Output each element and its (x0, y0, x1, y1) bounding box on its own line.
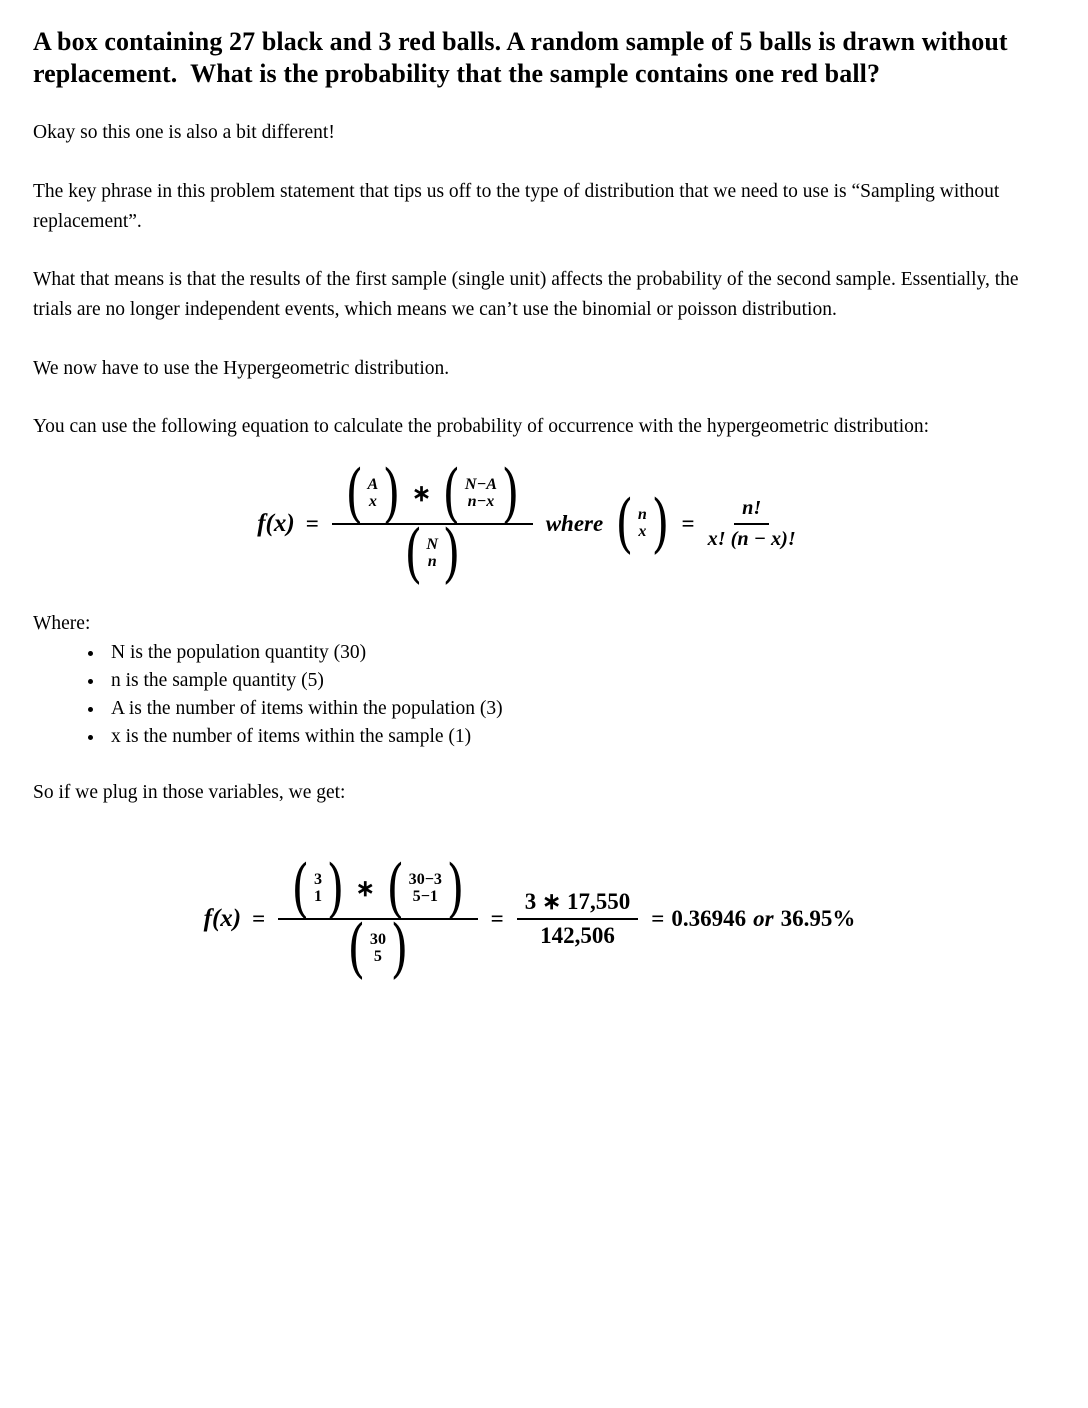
where-item-x: x is the number of items within the sample (1) (111, 725, 472, 747)
binom-N-n-top: N (426, 535, 439, 553)
open-paren-glyph: ( (291, 851, 310, 926)
formula1-main-fraction (332, 455, 533, 590)
binom-NA-nx (439, 455, 522, 530)
binom-A-x-bottom: x (368, 492, 377, 510)
binom-N-n-bottom: n (427, 552, 437, 570)
formula2-denominator (342, 911, 413, 986)
formula1-factorial-fraction (708, 497, 796, 551)
binom-A-x (342, 455, 404, 530)
open-paren-glyph: ( (386, 851, 405, 926)
page-title: A box containing 27 black and 3 red balls. A random sample of 5 balls is drawn without replacement. What is the probability that the sample contains one red ball? (33, 27, 1015, 88)
formula1-equals2: = (681, 510, 695, 536)
formula1-numerator (332, 455, 533, 530)
formula1-factorial-den: x! (n − x)! (707, 527, 796, 550)
formula2-equals2: = (490, 906, 504, 932)
binom-30-3-5-1-bottom: 5−1 (412, 888, 438, 906)
formula2-result-value: 0.36946 (671, 906, 747, 932)
binom-3-1-top: 3 (313, 871, 322, 889)
close-paren-glyph: ) (446, 851, 465, 926)
paragraph-plug-in: So if we plug in those variables, we get: (33, 781, 346, 803)
binom-30-5-bottom: 5 (373, 948, 382, 966)
formula2-numerator (278, 851, 477, 926)
formula1-where-word: where (545, 510, 604, 536)
open-paren-glyph: ( (347, 911, 366, 986)
binom-NA-nx-bottom: n−x (467, 492, 495, 510)
open-paren-glyph: ( (442, 455, 461, 530)
close-paren-glyph: ) (501, 455, 520, 530)
formula1-factorial-num: n! (734, 497, 769, 525)
where-list (105, 640, 1026, 751)
formula-hypergeometric-general (33, 455, 1026, 590)
formula2-main-fraction (278, 851, 477, 986)
formula2-equals: = (252, 906, 266, 932)
paragraph-intro: Okay so this one is also a bit different! (33, 122, 335, 144)
list-item (105, 668, 1026, 695)
binom-3-1 (288, 851, 347, 926)
formula2-result-percent: 36.95% (780, 906, 856, 932)
formula2-frac-den: 142,506 (540, 923, 615, 949)
close-paren-glyph: ) (326, 851, 345, 926)
open-paren-glyph: ( (404, 515, 422, 590)
formula1-times: ∗ (411, 480, 432, 506)
paragraph-explanation: What that means is that the results of the first sample (single unit) affects the probability of the second sample. Essentially, the trials are no longer independent events, which means we can’t use the binomial or poisson distribution. (33, 269, 1024, 320)
open-paren-glyph: ( (345, 455, 364, 530)
list-item (105, 724, 1026, 751)
list-item (105, 696, 1026, 723)
binom-30-5-top: 30 (369, 931, 386, 949)
binom-N-n (401, 515, 464, 590)
close-paren-glyph: ) (382, 455, 401, 530)
where-item-A: A is the number of items within the population (3) (111, 697, 503, 719)
close-paren-glyph: ) (390, 911, 409, 986)
binom-30-3-5-1 (383, 851, 468, 926)
paragraph-hypergeometric: We now have to use the Hypergeometric distribution. (33, 357, 450, 379)
formula2-frac-num: 3 ∗ 17,550 (517, 889, 639, 920)
formula2-times: ∗ (355, 876, 375, 902)
open-paren-glyph: ( (615, 485, 634, 560)
binom-n-x-bottom: x (638, 522, 647, 540)
list-item (105, 640, 1026, 667)
binom-A-x-top: A (367, 475, 379, 493)
binom-n-x (612, 485, 672, 560)
binom-30-5 (344, 911, 411, 986)
formula1-equals: = (305, 510, 319, 536)
where-label: Where: (33, 612, 91, 634)
binom-NA-nx-top: N−A (464, 475, 497, 493)
close-paren-glyph: ) (651, 485, 670, 560)
binom-3-1-bottom: 1 (313, 888, 322, 906)
close-paren-glyph: ) (442, 515, 461, 590)
formula2-result-or: or (753, 906, 774, 932)
formula1-fx: f(x) (257, 509, 295, 537)
formula-hypergeometric-plugged (33, 851, 1026, 986)
where-item-N: N is the population quantity (30) (111, 642, 367, 664)
paragraph-key-phrase: The key phrase in this problem statement that tips us off to the type of distribution that we need to use is “Sampling without replacement”. (33, 181, 1005, 232)
binom-30-3-5-1-top: 30−3 (408, 871, 442, 889)
where-item-n: n is the sample quantity (5) (111, 670, 324, 692)
formula2-number-fraction (517, 889, 639, 949)
formula2-equals3: = (651, 906, 665, 932)
formula1-denominator (399, 515, 466, 590)
formula2-fx: f(x) (203, 905, 242, 933)
binom-n-x-top: n (637, 505, 647, 523)
paragraph-equation-intro: You can use the following equation to calculate the probability of occurrence with the hypergeometric distribution: (33, 416, 930, 438)
